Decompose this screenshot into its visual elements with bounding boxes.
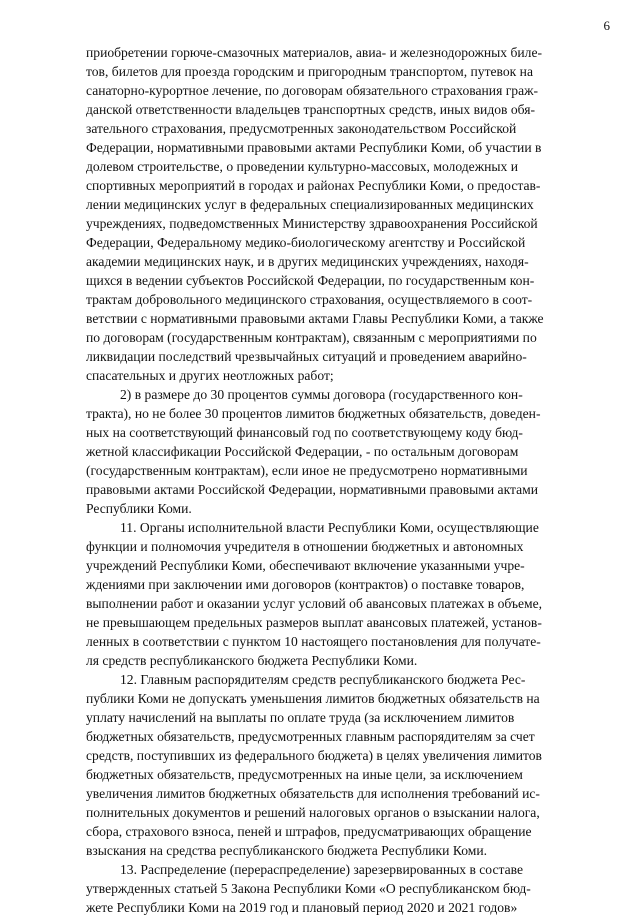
text-line: утвержденных статьей 5 Закона Республики Коми «О республиканском бюд- [86,881,531,896]
text-line: долевом строительстве, о проведении культурно-массовых, молодежных и [86,159,518,174]
text-line: бюджетных обязательств, предусмотренных на иные цели, за исключением [86,767,523,782]
text-line: 11. Органы исполнительной власти Республики Коми, осуществляющие [120,520,539,535]
text-line: ля средств республиканского бюджета Республики Коми. [86,653,418,668]
text-line: 12. Главным распорядителям средств республиканского бюджета Рес- [120,672,526,687]
text-line: лении медицинских услуг в федеральных специализированных медицинских [86,197,534,212]
text-line: щихся в ведении субъектов Российской Федерации, по государственным кон- [86,273,535,288]
text-line: Федерации, Федеральному медико-биологическому агентству и Российской [86,235,526,250]
text-line: (государственным контрактам), если иное не предусмотрено нормативными [86,463,528,478]
text-line: функции и полномочия учредителя в отношении бюджетных и автономных [86,539,524,554]
text-line: тракта), но не более 30 процентов лимитов бюджетных обязательств, доведен- [86,406,541,421]
text-line: ветствии с нормативными правовыми актами Главы Республики Коми, а также [86,311,544,326]
text-line: публики Коми не допускать уменьшения лимитов бюджетных обязательств на [86,691,540,706]
text-line: санаторно-курортное лечение, по договорам обязательного страхования граж- [86,83,539,98]
text-line: не превышающем предельных размеров выплат авансовых платежей, установ- [86,615,542,630]
text-line: увеличения лимитов бюджетных обязательств для исполнения требований ис- [86,786,540,801]
text-line: средств, поступивших из федерального бюджета) в целях увеличения лимитов [86,748,542,763]
document-body [86,43,600,917]
text-line: спортивных мероприятий в городах и районах Республики Коми, о предостав- [86,178,541,193]
text-line: выполнении работ и оказании услуг условий об авансовых платежах в объеме, [86,596,543,611]
text-line: полнительных документов и решений налоговых органов о взыскании налога, [86,805,540,820]
text-line: Федерации, нормативными правовыми актами Республики Коми, об участии в [86,140,542,155]
text-line: 13. Распределение (перераспределение) зарезервированных в составе [120,862,523,877]
text-line: трактам добровольного медицинского страхования, осуществляемого в соот- [86,292,533,307]
page-number: 6 [603,18,610,33]
text-line: ждениями при заключении ими договоров (контрактов) о поставке товаров, [86,577,525,592]
text-line: по договорам (государственным контрактам), связанным с мероприятиями по [86,330,537,345]
text-line: учреждений Республики Коми, обеспечивают включение указанными учре- [86,558,525,573]
text-line: правовыми актами Российской Федерации, нормативными правовыми актами [86,482,539,497]
text-line: взыскания на средства республиканского бюджета Республики Коми. [86,843,488,858]
text-line: бюджетных обязательств, предусмотренных главным распорядителям за счет [86,729,535,744]
text-line: учреждениях, подведомственных Министерству здравоохранения Российской [86,216,538,231]
text-line: данской ответственности владельцев транспортных средств, иных видов обя- [86,102,535,117]
text-line: жете Республики Коми на 2019 год и плановый период 2020 и 2021 годов» [86,900,518,915]
text-line: тов, билетов для проезда городским и пригородным транспортом, путевок на [86,64,533,79]
text-line: уплату начислений на выплаты по оплате труда (за исключением лимитов [86,710,515,725]
text-line: ликвидации последствий чрезвычайных ситуаций и проведением аварийно- [86,349,527,364]
text-line: академии медицинских наук, и в других медицинских учреждениях, находя- [86,254,529,269]
text-line: ленных в соответствии с пунктом 10 настоящего постановления для получате- [86,634,541,649]
text-line: приобретении горюче-смазочных материалов, авиа- и железнодорожных биле- [86,45,543,60]
text-line: 2) в размере до 30 процентов суммы договора (государственного кон- [120,387,523,402]
text-line: Республики Коми. [86,501,192,516]
text-line: жетной классификации Российской Федерации, - по остальным договорам [86,444,519,459]
text-line: ных на соответствующий финансовый год по соответствующему коду бюд- [86,425,523,440]
text-line: сбора, страхового взноса, пеней и штрафов, предусматривающих обращение [86,824,532,839]
text-line: спасательных и других неотложных работ; [86,368,334,383]
text-line: зательного страхования, предусмотренных законодательством Российской [86,121,517,136]
